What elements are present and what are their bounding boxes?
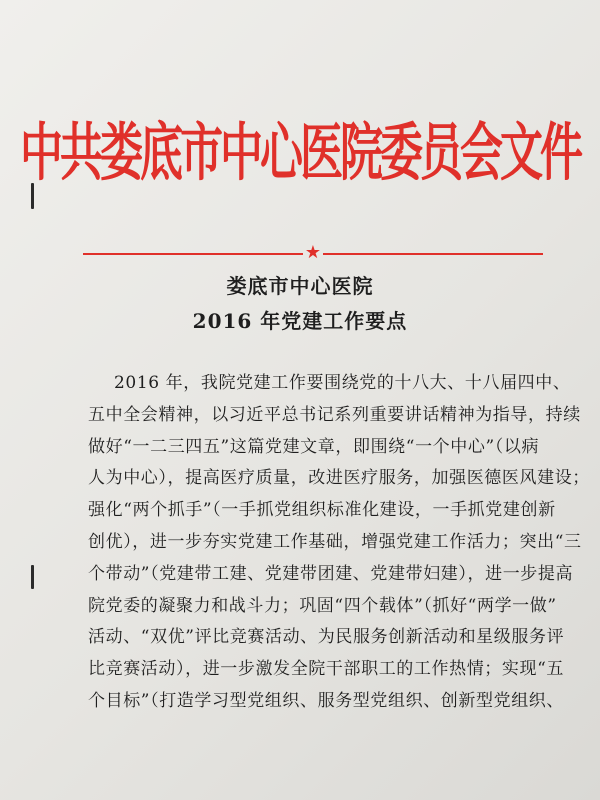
body-line: 创优），进一步夯实党建工作基础，增强党建工作活力；突出“三 <box>88 531 582 552</box>
body-line: 个带动”（党建带工建、党建带团建、党建带妇建），进一步提高 <box>88 563 574 584</box>
star-icon: ★ <box>304 242 322 263</box>
document-title-line-1: 娄底市中心医院 <box>226 274 374 298</box>
document-title-line-2: 2016 年党建工作要点 <box>192 309 408 333</box>
body-line: 院党委的凝聚力和战斗力；巩固“四个载体”（抓好“两学一做” <box>88 595 557 616</box>
binder-mark-bottom <box>31 565 34 589</box>
document-body <box>88 368 600 718</box>
divider-line-right <box>323 253 543 255</box>
body-line: 个目标”（打造学习型党组织、服务型党组织、创新型党组织、 <box>88 690 564 711</box>
letterhead-title: 中共娄底市中心医院委员会文件 <box>20 117 580 190</box>
body-line: 比竞赛活动），进一步激发全院干部职工的工作热情；实现“五 <box>88 659 564 680</box>
body-line: 活动、“双优”评比竞赛活动、为民服务创新活动和星级服务评 <box>88 627 565 648</box>
red-divider <box>83 242 543 263</box>
body-line: 做好“一二三四五”这篇党建文章，即围绕“一个中心”（以病 <box>88 436 540 457</box>
divider-line-left <box>83 253 303 255</box>
body-line: 2016 年，我院党建工作要围绕党的十八大、十八届四中、 <box>114 373 571 393</box>
body-line: 五中全会精神，以习近平总书记系列重要讲话精神为指导，持续 <box>88 404 581 425</box>
body-line: 强化“两个抓手”（一手抓党组织标准化建设，一手抓党建创新 <box>88 500 556 521</box>
body-line: 人为中心），提高医疗质量，改进医疗服务，加强医德医风建设； <box>88 468 590 489</box>
